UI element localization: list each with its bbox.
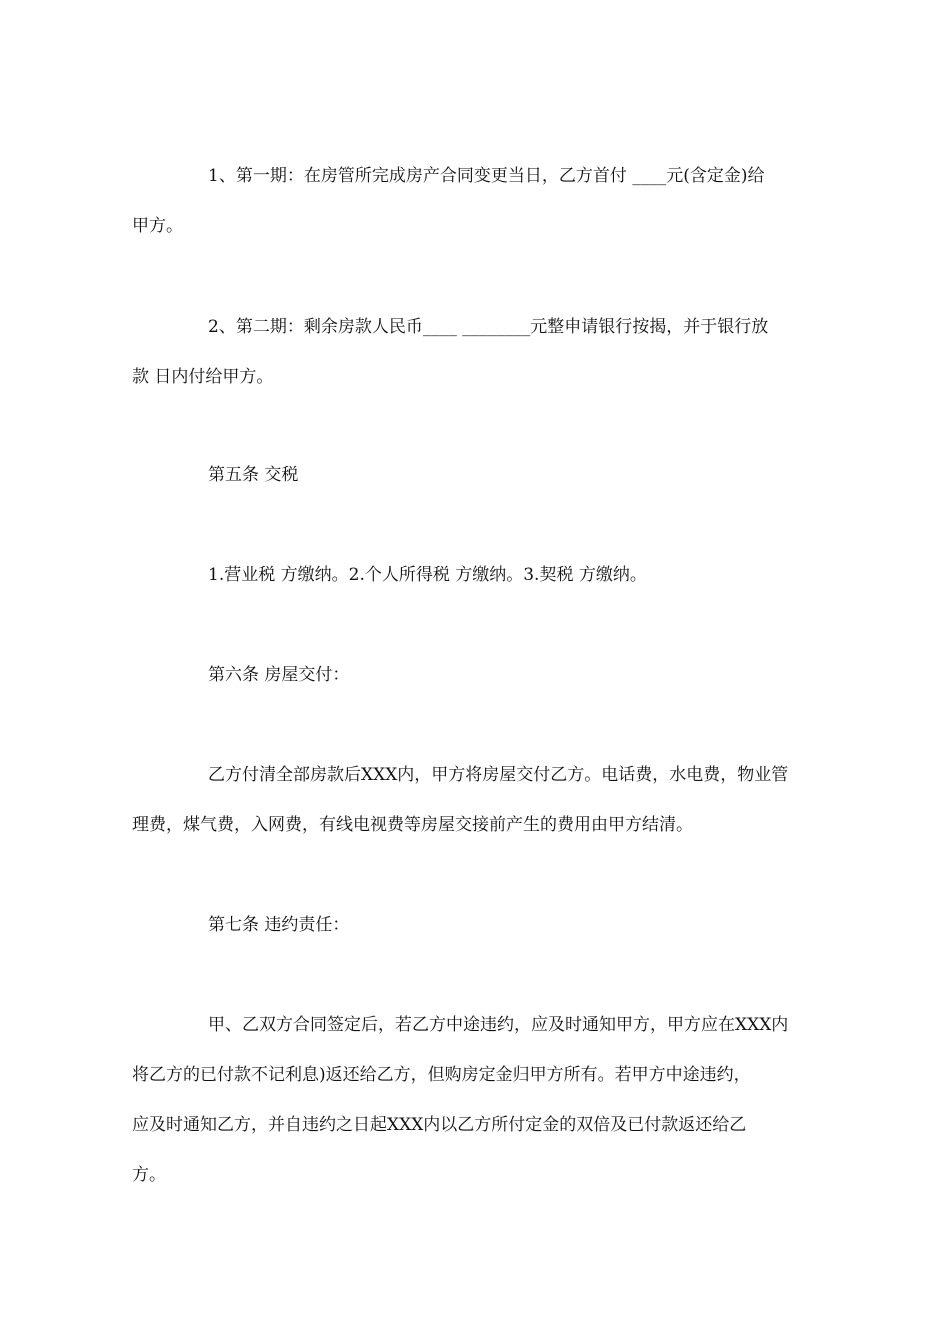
- article-5-tax-line: 1.营业税 方缴纳。2.个人所得税 方缴纳。3.契税 方缴纳。: [208, 565, 647, 585]
- payment-clause-1: [132, 151, 832, 251]
- article-7-heading: 第七条 违约责任：: [208, 915, 350, 935]
- article-6-heading: 第六条 房屋交付：: [208, 665, 350, 685]
- payment-clause-1-line-1: 1、第一期：在房管所完成房产合同变更当日，乙方首付 ____元(含定金)给: [208, 166, 765, 186]
- article-7-body-line-1: 甲、乙双方合同签定后，若乙方中途违约，应及时通知甲方，甲方应在XXX内: [208, 1015, 789, 1035]
- article-6-title: [132, 650, 832, 700]
- article-7-title: [132, 900, 832, 950]
- article-5-title: [132, 450, 832, 500]
- article-6-body-line-2: 理费，煤气费，入网费，有线电视费等房屋交接前产生的费用由甲方结清。: [132, 815, 693, 835]
- payment-clause-2-line-1: 2、第二期：剩余房款人民币____ ________元整申请银行按揭，并于银行放: [208, 317, 769, 337]
- payment-clause-2: [132, 302, 832, 402]
- article-7-body: [132, 1000, 832, 1200]
- article-6-body-line-1: 乙方付清全部房款后XXX内，甲方将房屋交付乙方。电话费，水电费，物业管: [208, 765, 789, 785]
- article-7-body-line-2: 将乙方的已付款不记利息)返还给乙方，但购房定金归甲方所有。若甲方中途违约，: [132, 1065, 751, 1085]
- article-5-body: [132, 550, 832, 600]
- payment-clause-1-line-2: 甲方。: [132, 216, 183, 236]
- payment-clause-2-line-2: 款 日内付给甲方。: [132, 367, 274, 387]
- article-7-body-line-3: 应及时通知乙方，并自违约之日起XXX内以乙方所付定金的双倍及已付款返还给乙: [132, 1115, 747, 1135]
- article-5-heading: 第五条 交税: [208, 465, 299, 485]
- article-6-body: [132, 750, 832, 850]
- article-7-body-line-4: 方。: [132, 1165, 166, 1185]
